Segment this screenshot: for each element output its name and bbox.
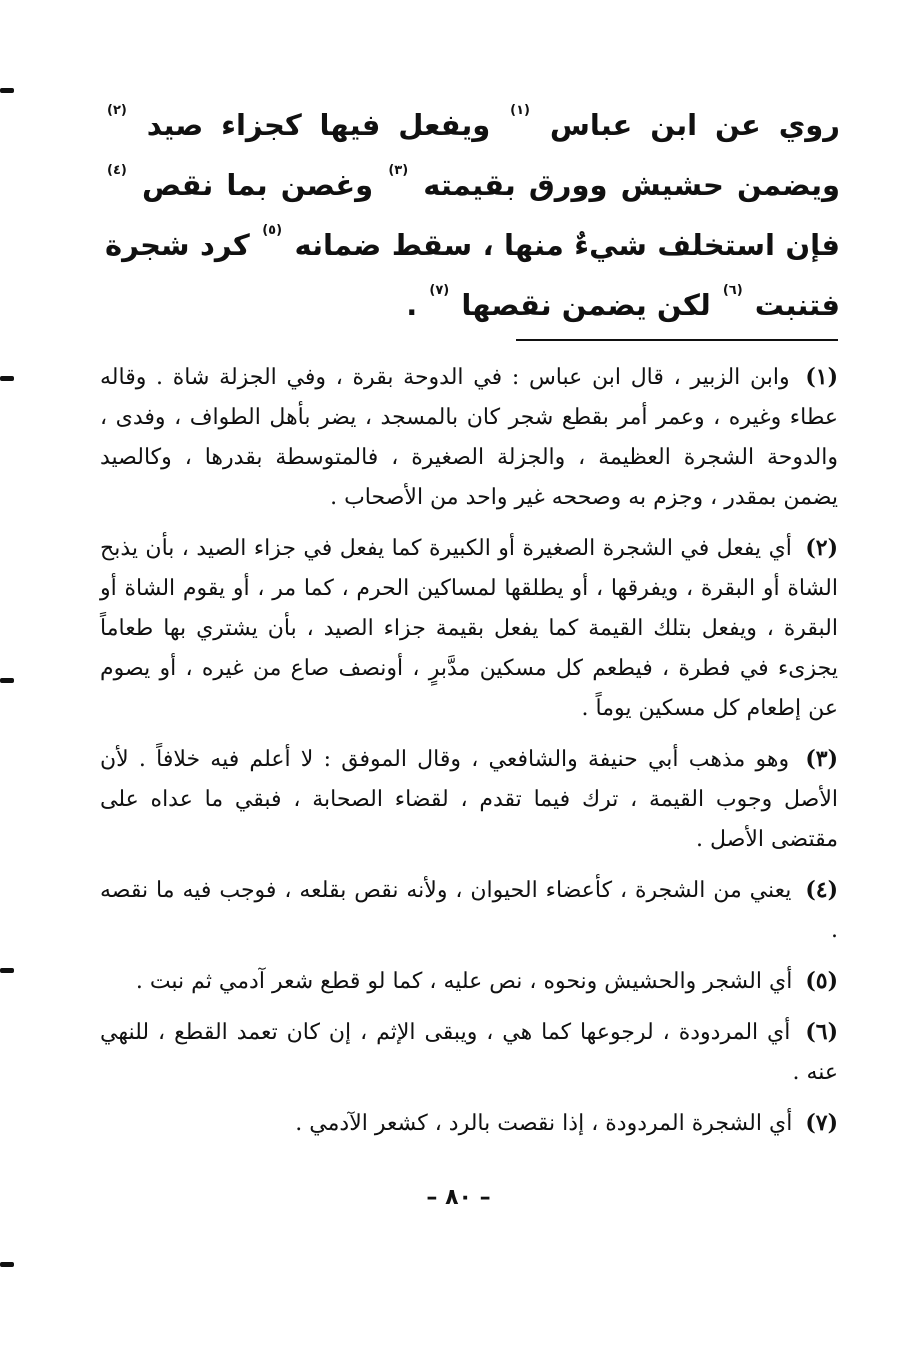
footnote [100, 528, 838, 729]
main-paragraph [105, 95, 840, 335]
page-number: – ٨٠ – [426, 1185, 491, 1210]
margin-mark [0, 678, 14, 683]
footnote-number: (٥) [805, 968, 838, 994]
margin-mark [0, 1262, 14, 1267]
footnote-marker: (٤) [107, 163, 127, 178]
footnotes-section [100, 357, 838, 1154]
footnote-text: أي المردودة ، لرجوعها كما هي ، ويبقى الإثم ، إن كان تعمد القطع ، للنهي عنه . [100, 1020, 838, 1085]
main-text-part: لكن يضمن نقصها [461, 288, 711, 322]
footnote [100, 1103, 838, 1144]
footnote-marker: (٢) [107, 103, 127, 118]
footnote-text: أي الشجرة المردودة ، إذا نقصت بالرد ، كشعر الآدمي . [295, 1111, 793, 1136]
margin-mark [0, 88, 14, 93]
footnote [100, 1012, 838, 1093]
footnote-marker: (١) [510, 103, 530, 118]
footnote-text: يعني من الشجرة ، كأعضاء الحيوان ، ولأنه نقص بقلعه ، فوجب فيه ما نقصه . [100, 878, 838, 943]
footnote-marker: (٦) [722, 283, 743, 298]
footnote-separator [516, 339, 838, 341]
main-text-part: ويفعل فيها كجزاء صيد [146, 108, 491, 142]
main-text-part: وغصن بما نقص [141, 168, 374, 202]
margin-mark [0, 968, 14, 973]
footnote-number: (٤) [805, 877, 839, 903]
footnote-number: (٦) [805, 1019, 838, 1045]
footnote [100, 739, 838, 860]
main-text-part: روي عن ابن عباس [549, 108, 840, 142]
footnote-marker: (٧) [429, 283, 450, 298]
main-text-part: فإن استخلف شيءٌ منها ، سقط ضمانه [294, 228, 840, 262]
footnote [100, 357, 838, 518]
main-text-part: كرد شجرة فتنبت [105, 228, 840, 322]
footnote-text: أي الشجر والحشيش ونحوه ، نص عليه ، كما لو قطع شعر آدمي ثم نبت . [135, 969, 793, 994]
footnote [100, 961, 838, 1002]
footnote-text: وهو مذهب أبي حنيفة والشافعي ، وقال الموفق : لا أعلم فيه خلافاً . لأن الأصل وجوب القيمة ، ترك فيما تقدم ، لقضاء الصحابة ، فبقي ما عداه على مقتضى الأصل . [100, 747, 838, 852]
footnote-marker: (٥) [262, 223, 283, 238]
footnote [100, 870, 838, 951]
footnote-marker: (٣) [388, 163, 409, 178]
footnote-number: (٣) [805, 746, 838, 772]
footnote-number: (٧) [805, 1110, 838, 1136]
main-text-part: ويضمن حشيش وورق بقيمته [423, 168, 840, 202]
margin-mark [0, 376, 14, 381]
main-text-part: . [406, 288, 418, 322]
footnote-number: (١) [805, 364, 838, 390]
footnote-number: (٢) [805, 535, 838, 561]
footnote-text: وابن الزبير ، قال ابن عباس : في الدوحة بقرة ، وفي الجزلة شاة . وقاله عطاء وغيره ، وعمر أمر بقطع شجر كان بالمسجد ، يضر بأهل الطواف ، وفدى ، والدوحة الشجرة العظيمة ، والجزلة الصغيرة ، فالمتوسطة بقدرها ، وكالصيد يضمن بمقدر ، وجزم به وصححه غير واحد من الأصحاب . [100, 365, 838, 510]
footnote-text: أي يفعل في الشجرة الصغيرة أو الكبيرة كما يفعل في جزاء الصيد ، بأن يذبح الشاة أو البقرة ، ويفرقها ، أو يطلقها لمساكين الحرم ، كما مر ، أو يقوم الشاة أو البقرة ، ويفعل بتلك القيمة كما يفعل بقيمة جزاء الصيد ، بأن يشتري بها طعاماً يجزىء في فطرة ، فيطعم كل مسكين مدَّبرٍ ، أونصف صاع من غيره ، أو يصوم عن إطعام كل مسكين يوماً . [100, 536, 838, 721]
